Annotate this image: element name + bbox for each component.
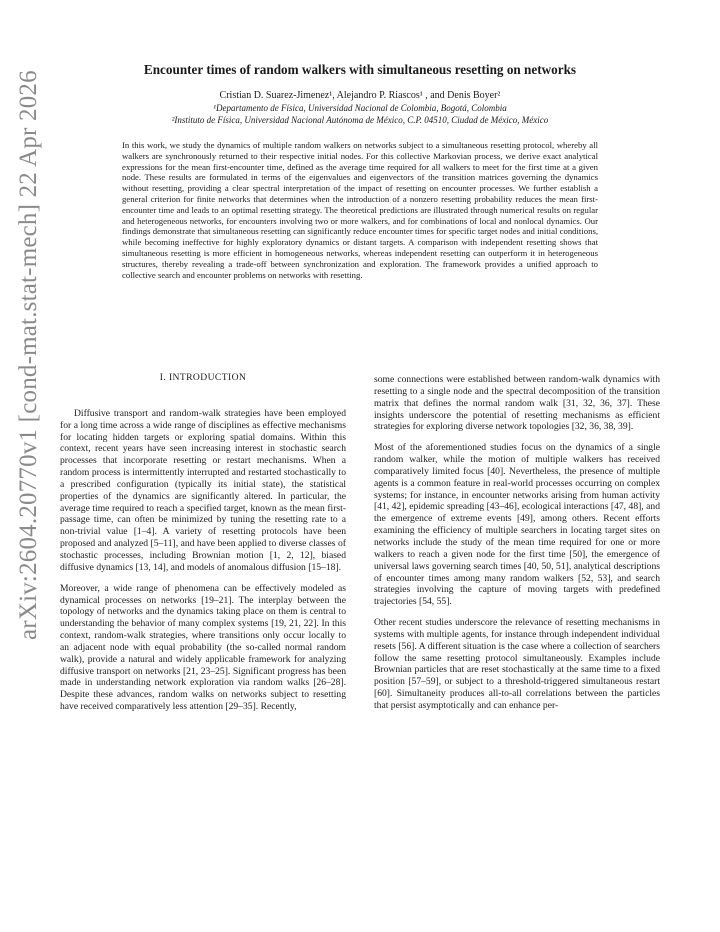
right-column xyxy=(374,374,660,721)
abstract: In this work, we study the dynamics of multiple random walkers on networks subject to a simultaneous resetting protocol, whereby all walkers are synchronously returned to their respective initial nodes. For this collective Markovian process, we derive exact analytical expressions for the mean first-encounter time, defined as the average time required for all walkers to meet for the first time at a given node. These results are formulated in terms of the eigenvalues and eigenvectors of the transition matrices governing the dynamics without resetting, providing a clear spectral interpretation of the impact of resetting on encounter processes. We further establish a general criterion for finite networks that determines when the introduction of a nonzero resetting probability reduces the mean first-encounter time and leads to an optimal resetting strategy. The theoretical predictions are illustrated through numerical results on regular and heterogeneous networks, for encounters involving two or more walkers, and for combinations of local and nonlocal dynamics. Our findings demonstrate that simultaneous resetting can significantly reduce encounter times for specific target nodes and initial conditions, while becoming ineffective for highly exploratory dynamics or distant targets. A comparison with independent resetting shows that simultaneous resetting is more efficient in homogeneous networks, whereas independent resetting can outperform it in heterogeneous structures, thereby revealing a trade-off between synchronization and exploration. The framework provides a unified approach to collective search and encounter problems on networks with resetting. xyxy=(122,140,598,280)
body-paragraph: Moreover, a wide range of phenomena can be effectively modeled as dynamical processes on networks [19–21]. The interplay between the topology of networks and the dynamics taking place on them is central to understanding the behavior of many complex systems [19, 21, 22]. In this context, random-walk strategies, where transitions only occur locally to an adjacent node with equal probability (the so-called normal random walk), provide a natural and widely applicable framework for analyzing diffusive transport on networks [21, 23–25]. Significant progress has been made in understanding network exploration via random walks [26–28]. Despite these advances, random walks on networks subject to resetting have received comparatively less attention [29–35]. Recently, xyxy=(60,582,346,713)
affiliation-1: ¹Departamento de Física, Universidad Nacional de Colombia, Bogotá, Colombia xyxy=(213,103,507,113)
author-list: Cristian D. Suarez-Jimenez¹, Alejandro P. Riascos¹ , and Denis Boyer² xyxy=(219,90,501,101)
body-paragraph: Other recent studies underscore the relevance of resetting mechanisms in systems with multiple agents, for instance through independent individual resets [56]. A different situation is the case where a collection of searchers follow the same resetting protocol simultaneously. Examples include Brownian particles that are reset stochastically at the same time to a fixed position [57–59], or subject to a threshold-triggered simultaneous restart [60]. Simultaneity produces all-to-all correlations between the particles that persist asymptotically and can enhance per- xyxy=(374,617,660,711)
arxiv-side-stamp: arXiv:2604.20770v1 [cond-mat.stat-mech] 22 Apr 2026 xyxy=(15,70,42,640)
left-column xyxy=(60,372,346,722)
body-paragraph: Diffusive transport and random-walk strategies have been employed for a long time across a wide range of disciplines as effective mechanisms for locating hidden targets or exploring spatial domains. Within this context, recent years have seen increasing interest in stochastic search processes that incorporate resetting or restart mechanisms. When a random process is intermittently interrupted and restarted stochastically to a prescribed configuration (typically its initial state), the statistical properties of the dynamics are significantly altered. In particular, the average time required to reach a specified target, known as the mean first-passage time, can often be minimized by tuning the resetting rate to a non-trivial value [1–4]. A variety of resetting protocols have been proposed and analyzed [5–11], and have been applied to diverse classes of stochastic processes, including Brownian motion [1, 2, 12], biased diffusive dynamics [13, 14], and models of anomalous diffusion [15–18]. xyxy=(60,407,346,573)
body-paragraph: some connections were established between random-walk dynamics with resetting to a single node and the spectral decomposition of the transition matrix that defines the normal random walk [31, 32, 36, 37]. These insights underscore the potential of resetting mechanisms as efficient strategies for exploring diverse network topologies [32, 36, 38, 39]. xyxy=(374,374,660,433)
body-paragraph: Most of the aforementioned studies focus on the dynamics of a single random walker, while the motion of multiple walkers has received comparatively limited focus [40]. Nevertheless, the presence of multiple agents is a common feature in real-world processes occurring on complex systems; for instance, in encounter networks arising from human activity [41, 42], epidemic spreading [43–46], ecological interactions [47, 48], and the emergence of extreme events [49], among others. Recent efforts examining the efficiency of multiple searchers in locating target sites on networks include the study of the mean time required for one or more walkers to reach a given node for the first time [50], the emergence of universal laws governing search times [40, 50, 51], analytical descriptions of encounter times among many random walkers [52, 53], and search strategies involving the capture of moving targets with predefined trajectories [54, 55]. xyxy=(374,442,660,608)
affiliation-2: ²Instituto de Física, Universidad Nacional Autónoma de México, C.P. 04510, Ciudad de México, México xyxy=(171,115,549,125)
section-heading: I. INTRODUCTION xyxy=(159,372,247,383)
paper-title: Encounter times of random walkers with simultaneous resetting on networks xyxy=(143,62,577,77)
